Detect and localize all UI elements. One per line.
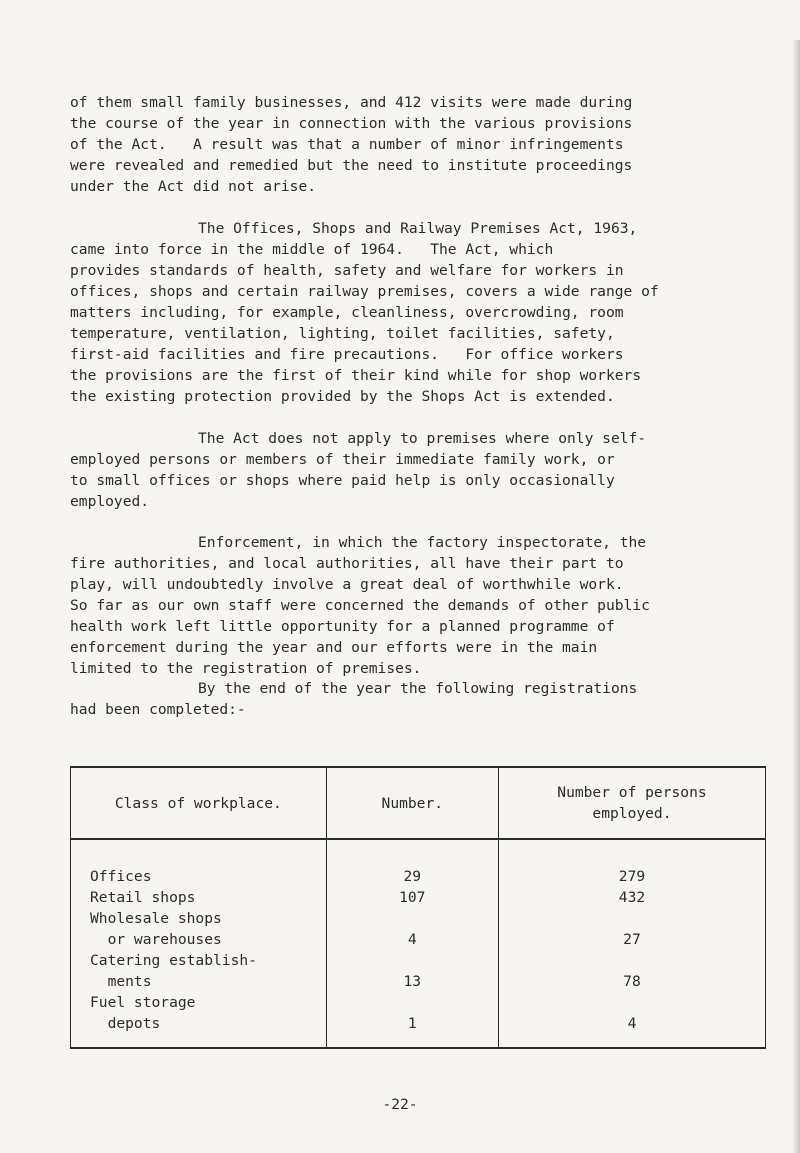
text-line: By the end of the year the following registrations — [198, 680, 638, 697]
text-line: to small offices or shops where paid help is only occasionally — [70, 472, 615, 489]
text-line: had been completed:- — [70, 701, 246, 718]
class-cell: Retail shops — [90, 889, 196, 906]
text-line: temperature, ventilation, lighting, toilet facilities, safety, — [70, 325, 615, 342]
header-line: employed. — [592, 805, 672, 822]
class-cell: Wholesale shops — [90, 910, 222, 927]
text-line: of them small family businesses, and 412 visits were made during — [70, 94, 633, 111]
class-cell: depots — [90, 1015, 161, 1032]
paragraph-exemptions — [70, 428, 750, 512]
header-number: Number. — [326, 767, 498, 839]
text-line: were revealed and remedied but the need to institute proceedings — [70, 157, 633, 174]
registrations-table — [70, 766, 766, 1049]
text-line: first-aid facilities and fire precautions. For office workers — [70, 346, 624, 363]
text-line: enforcement during the year and our efforts were in the main — [70, 639, 598, 656]
class-cell: Fuel storage — [90, 994, 196, 1011]
persons-cell: 279 — [618, 868, 646, 885]
text-line: the existing protection provided by the Shops Act is extended. — [70, 388, 615, 405]
text-line: employed. — [70, 493, 150, 510]
persons-cell: 78 — [623, 973, 641, 990]
paragraph-act-1963 — [70, 218, 750, 407]
number-cell: 13 — [403, 973, 422, 990]
class-column — [71, 839, 327, 1048]
text-line: the provisions are the first of their kind while for shop workers — [70, 367, 642, 384]
spacer — [328, 908, 497, 929]
text-line: of the Act. A result was that a number of minor infringements — [70, 136, 624, 153]
class-cell: or warehouses — [90, 931, 222, 948]
paragraph-registrations-intro — [70, 678, 750, 720]
class-cell: Catering establish- — [90, 952, 257, 969]
number-cell: 29 — [403, 868, 422, 885]
text-line: So far as our own staff were concerned the demands of other public — [70, 597, 650, 614]
text-line: matters including, for example, cleanliness, overcrowding, room — [70, 304, 624, 321]
text-line: the course of the year in connection with the various provisions — [70, 115, 633, 132]
paragraph-enforcement — [70, 532, 750, 679]
header-class-of-workplace: Class of workplace. — [71, 767, 327, 839]
text-line: play, will undoubtedly involve a great deal of worthwhile work. — [70, 576, 624, 593]
spacer — [500, 950, 764, 971]
number-cell: 4 — [407, 931, 417, 948]
header-persons-employed — [498, 767, 765, 839]
spacer — [328, 992, 497, 1013]
page-number: -22- — [382, 1096, 418, 1113]
spacer — [500, 992, 764, 1013]
table-header-row — [71, 767, 766, 839]
text-line: health work left little opportunity for a planned programme of — [70, 618, 615, 635]
persons-cell: 4 — [627, 1015, 637, 1032]
page-edge-shadow — [792, 40, 800, 1153]
header-line: Number of persons — [557, 784, 707, 801]
text-line: offices, shops and certain railway premises, covers a wide range of — [70, 283, 659, 300]
paragraph-visits — [70, 92, 750, 197]
class-cell: ments — [90, 973, 152, 990]
spacer — [328, 950, 497, 971]
text-line: The Offices, Shops and Railway Premises Act, 1963, — [198, 220, 638, 237]
number-cell: 1 — [407, 1015, 417, 1032]
class-cell: Offices — [90, 868, 152, 885]
text-line: employed persons or members of their immediate family work, or — [70, 451, 615, 468]
text-line: provides standards of health, safety and welfare for workers in — [70, 262, 624, 279]
table-body-row — [71, 839, 766, 1048]
persons-cell: 27 — [623, 931, 641, 948]
text-line: fire authorities, and local authorities, all have their part to — [70, 555, 624, 572]
persons-column — [498, 839, 765, 1048]
number-cell: 107 — [399, 889, 426, 906]
text-line: The Act does not apply to premises where only self- — [198, 430, 647, 447]
text-line: limited to the registration of premises. — [70, 660, 422, 677]
text-line: Enforcement, in which the factory inspectorate, the — [198, 534, 647, 551]
spacer — [500, 908, 764, 929]
text-line: came into force in the middle of 1964. The Act, which — [70, 241, 554, 258]
number-column — [326, 839, 498, 1048]
text-line: under the Act did not arise. — [70, 178, 317, 195]
persons-cell: 432 — [618, 889, 646, 906]
